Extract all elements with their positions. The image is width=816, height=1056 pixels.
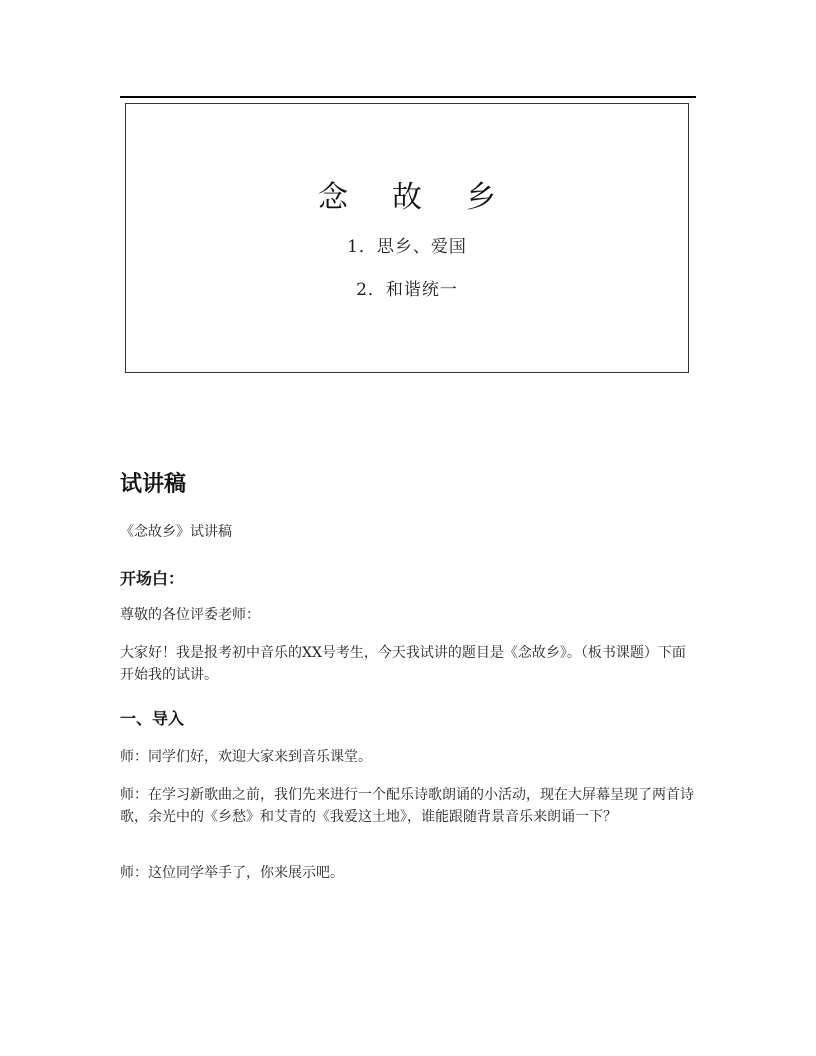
board-point-1: 1．思乡、爱国 — [347, 237, 467, 257]
blackboard-design-box — [125, 103, 689, 373]
board-point-2: 2．和谐统一 — [356, 280, 458, 300]
opening-heading: 开场白： — [120, 569, 185, 588]
document-subtitle: 《念故乡》试讲稿 — [120, 524, 232, 540]
intro-paragraph: 大家好！我是报考初中音乐的XX号考生，今天我试讲的题目是《念故乡》。（板书课题）下面开始我的试讲。 — [120, 645, 686, 683]
teacher-line-1: 师：同学们好，欢迎大家来到音乐课堂。 — [120, 749, 372, 765]
header-rule — [120, 96, 696, 98]
section-heading-intro: 一、导入 — [120, 709, 185, 728]
teacher-line-2: 师：在学习新歌曲之前，我们先来进行一个配乐诗歌朗诵的小活动，现在大屏幕呈现了两首诗歌，余光中的《乡愁》和艾青的《我爱这土地》，谁能跟随背景音乐来朗诵一下？ — [120, 787, 694, 825]
greeting-line: 尊敬的各位评委老师： — [120, 607, 260, 623]
board-title: 念故乡 — [318, 180, 540, 215]
page-heading: 试讲稿 — [120, 472, 187, 497]
teacher-line-3: 师：这位同学举手了，你来展示吧。 — [120, 865, 344, 881]
